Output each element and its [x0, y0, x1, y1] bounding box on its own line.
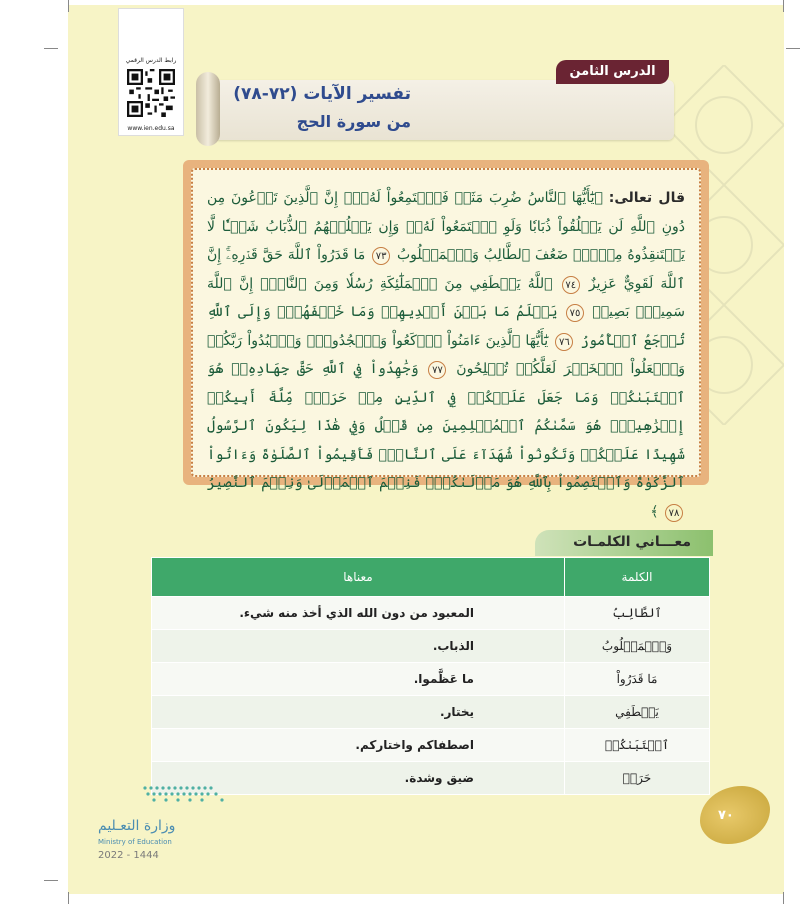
verse-intro: قال تعالى:: [608, 190, 685, 206]
table-row: [152, 762, 710, 795]
crop-mark: [44, 880, 58, 881]
word-meanings-table: [151, 557, 710, 795]
verse-text: وَجَٰهِدُواْ فِي ٱللَّهِ حَقَّ جِهَادِهِۦۚ هُوَ ٱجۡتَبَىٰكُمۡ وَمَا جَعَلَ عَلَيۡكُمۡ فِي ٱلدِّينِ مِنۡ حَرَجٖۚ مِّلَّةَ أَبِيكُمۡ إِبۡرَٰهِيمَۚ هُوَ سَمَّىٰكُمُ ٱلۡمُسۡلِمِينَ مِن قَبۡلُ وَفِي هَٰذَا لِيَكُونَ ٱلرَّسُولُ شَهِيدًا عَلَيۡكُمۡ وَتَكُونُواْ شُهَدَآءَ عَلَى ٱلنَّاسِۚ فَأَقِيمُواْ ٱلصَّلَوٰةَ وَءَاتُواْ ٱلزَّكَوٰةَ وَٱعۡتَصِمُواْ بِٱللَّهِ هُوَ مَوۡلَىٰكُمۡۖ فَنِعۡمَ ٱلۡمَوۡلَىٰ وَنِعۡمَ ٱلنَّصِيرُ: [207, 361, 685, 491]
crop-mark: [68, 892, 69, 904]
verse-text: مَا قَدَرُواْ ٱللَّهَ حَقَّ قَدۡرِهِۦٓۚ إِنَّ ٱللَّهَ لَقَوِيٌّ عَزِيزٌ: [207, 247, 686, 292]
meaning-cell: يختار.: [152, 696, 565, 729]
ayah-number: ٧٣: [372, 247, 390, 265]
word-cell: يَصۡطَفِي: [565, 696, 710, 729]
crop-mark: [44, 48, 58, 49]
table-row: [152, 630, 710, 663]
ayah-number: ٧٦: [555, 333, 573, 351]
quran-text-box: [191, 168, 701, 520]
qr-url[interactable]: www.ien.edu.sa: [127, 125, 175, 132]
lesson-title: تفسير الآيات (٧٢-٧٨): [233, 84, 411, 104]
quran-verses: [207, 184, 685, 526]
table-row: [152, 696, 710, 729]
ayah-number: ٧٧: [428, 361, 446, 379]
verse-text: يَٰٓأَيُّهَا ٱلَّذِينَ ءَامَنُواْ ٱرۡكَعُواْ وَٱسۡجُدُواْۤ وَٱعۡبُدُواْ رَبَّكُمۡ وَٱفۡعَلُواْ ٱلۡخَيۡرَ لَعَلَّكُمۡ تُفۡلِحُونَ: [207, 332, 686, 377]
table-row: [152, 729, 710, 762]
verse-text: ﴿يَٰٓأَيُّهَا ٱلنَّاسُ ضُرِبَ مَثَلٞ فَٱسۡتَمِعُواْ لَهُۥٓۚ إِنَّ ٱلَّذِينَ تَدۡعُونَ مِن دُونِ ٱللَّهِ لَن يَخۡلُقُواْ ذُبَابٗا وَلَوِ ٱجۡتَمَعُواْ لَهُۥۖ وَإِن يَسۡلُبۡهُمُ ٱلذُّبَابُ شَيۡـٔٗا لَّا يَسۡتَنقِذُوهُ مِنۡهُۚ ضَعُفَ ٱلطَّالِبُ وَٱلۡمَطۡلُوبُ: [207, 190, 686, 263]
meaning-cell: ما عَظَّموا.: [152, 663, 565, 696]
table-row: [152, 663, 710, 696]
meaning-cell: ضيق وشدة.: [152, 762, 565, 795]
meaning-cell: اصطفاكم واختاركم.: [152, 729, 565, 762]
verse-text: يَعۡلَمُ مَا بَيۡنَ أَيۡدِيهِمۡ وَمَا خَلۡفَهُمۡۚ وَإِلَى ٱللَّهِ تُرۡجَعُ ٱلۡأُمُورُ: [207, 304, 685, 349]
crop-mark: [783, 0, 784, 12]
crop-mark: [786, 48, 800, 49]
qr-panel[interactable]: [118, 8, 184, 136]
lesson-badge: الدرس الثامن: [556, 60, 669, 84]
scroll-roll: [196, 72, 220, 146]
ministry-logo-icon: [140, 782, 230, 804]
word-cell: وَٱلۡمَطۡلُوبُ: [565, 630, 710, 663]
verse-closing: ﴾: [650, 503, 659, 520]
word-cell: مَا قَدَرُواْ: [565, 663, 710, 696]
edition-year: 2022 - 1444: [98, 850, 159, 861]
ayah-number: ٧٥: [566, 304, 584, 322]
crop-mark: [68, 0, 69, 12]
ministry-name-en: Ministry of Education: [98, 838, 172, 846]
ayah-number: ٧٨: [665, 504, 683, 522]
meanings-header-tab: [535, 530, 713, 556]
meanings-title: معـــاني الكلمـات: [573, 534, 691, 550]
ministry-name-ar: وزارة التعـليم: [98, 818, 176, 834]
word-cell: ٱلطَّالِبُ: [565, 597, 710, 630]
qr-code-icon[interactable]: [127, 69, 175, 117]
table-row: [152, 597, 710, 630]
page-number: ٧٠: [718, 808, 734, 823]
crop-mark: [783, 892, 784, 904]
meaning-column-header: معناها: [152, 558, 565, 597]
table-header-row: [152, 558, 710, 597]
ayah-number: ٧٤: [562, 276, 580, 294]
qr-label: رابط الدرس الرقمي: [125, 57, 177, 64]
meaning-cell: المعبود من دون الله الذي أخذ منه شيء.: [152, 597, 565, 630]
lesson-subtitle: من سورة الحج: [296, 112, 411, 131]
quran-frame: [183, 160, 709, 520]
word-column-header: الكلمة: [565, 558, 710, 597]
meaning-cell: الذباب.: [152, 630, 565, 663]
word-cell: ٱجۡتَبَىٰكُمۡ: [565, 729, 710, 762]
verse-text: ٱللَّهُ يَصۡطَفِي مِنَ ٱلۡمَلَٰٓئِكَةِ رُسُلٗا وَمِنَ ٱلنَّاسِۚ إِنَّ ٱللَّهَ سَمِيعُۢ بَصِيرٞ: [207, 275, 685, 320]
word-cell: حَرَجٖ: [565, 762, 710, 795]
